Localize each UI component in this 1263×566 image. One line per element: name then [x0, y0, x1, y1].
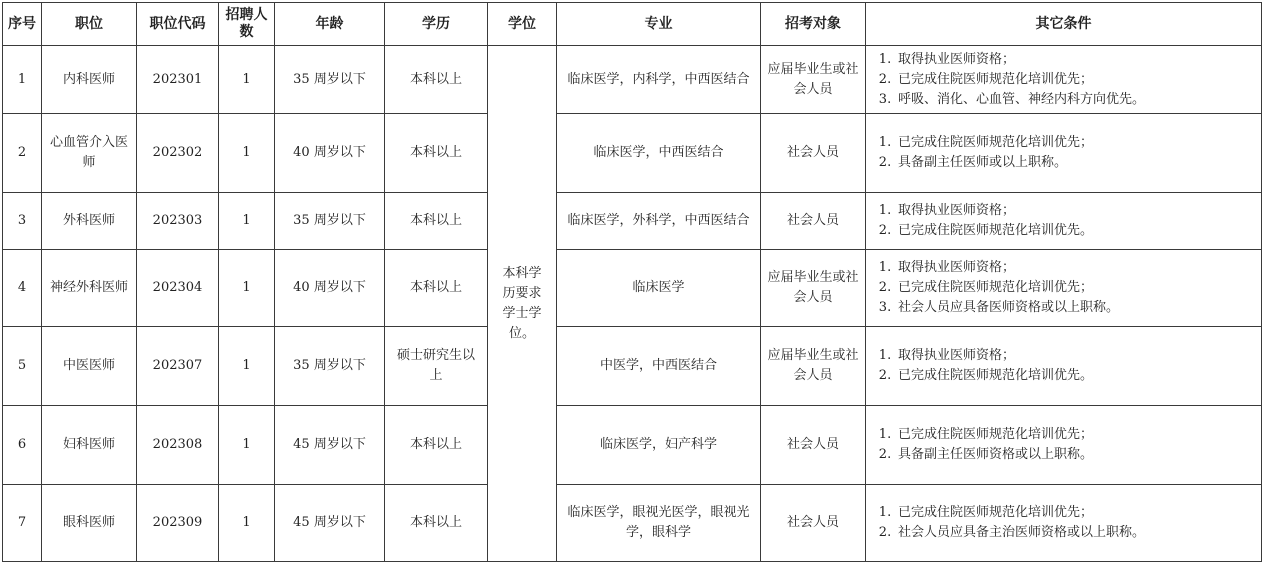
condition-item: [872, 201, 1255, 221]
header-target: 招考对象: [761, 3, 866, 46]
cell-conditions: [866, 406, 1262, 485]
condition-number: 3.: [878, 300, 892, 315]
cell-education: 本科以上: [385, 250, 488, 327]
condition-number: 1.: [878, 260, 892, 275]
cell-position: 眼科医师: [42, 485, 137, 562]
condition-text: 取得执业医师资格；: [898, 203, 1016, 218]
cell-count: 1: [219, 485, 275, 562]
condition-text: 取得执业医师资格；: [898, 348, 1016, 363]
condition-number: 3.: [878, 91, 892, 107]
cell-position: 中医医师: [42, 327, 137, 406]
cell-age: 35 周岁以下: [275, 193, 385, 250]
table-row: [3, 114, 1262, 193]
condition-number: 1.: [878, 348, 892, 363]
cell-seq: 2: [3, 114, 42, 193]
cell-code: 202303: [137, 193, 219, 250]
header-count: 招聘人数: [219, 3, 275, 46]
header-seq: 序号: [3, 3, 42, 46]
cell-position: 外科医师: [42, 193, 137, 250]
condition-item: [872, 503, 1255, 523]
cell-age: 35 周岁以下: [275, 327, 385, 406]
condition-text: 呼吸、消化、心血管、神经内科方向优先。: [898, 91, 1146, 107]
cell-major: 临床医学，妇产科学: [557, 406, 761, 485]
condition-text: 已完成住院医师规范化培训优先。: [898, 368, 1094, 383]
condition-item: [872, 366, 1255, 386]
cell-major: 临床医学，眼视光医学，眼视光学，眼科学: [557, 485, 761, 562]
header-age: 年龄: [275, 3, 385, 46]
condition-text: 具备副主任医师或以上职称。: [898, 155, 1068, 170]
condition-number: 1.: [878, 203, 892, 218]
cell-code: 202307: [137, 327, 219, 406]
condition-item: [872, 425, 1255, 445]
cell-code: 202308: [137, 406, 219, 485]
cell-count: 1: [219, 114, 275, 193]
condition-number: 2.: [878, 525, 892, 540]
condition-number: 2.: [878, 447, 892, 462]
condition-item: [872, 90, 1255, 110]
condition-number: 1.: [878, 51, 892, 67]
cell-seq: 5: [3, 327, 42, 406]
cell-seq: 3: [3, 193, 42, 250]
cell-education: 本科以上: [385, 193, 488, 250]
cell-seq: 4: [3, 250, 42, 327]
condition-item: [872, 153, 1255, 173]
cell-conditions: [866, 250, 1262, 327]
cell-seq: 6: [3, 406, 42, 485]
cell-code: 202309: [137, 485, 219, 562]
cell-position: 神经外科医师: [42, 250, 137, 327]
condition-text: 已完成住院医师规范化培训优先；: [898, 505, 1094, 520]
cell-major: 临床医学，中西医结合: [557, 114, 761, 193]
cell-target: 社会人员: [761, 406, 866, 485]
cell-target: 应届毕业生或社会人员: [761, 327, 866, 406]
cell-target: 应届毕业生或社会人员: [761, 250, 866, 327]
cell-major: 临床医学: [557, 250, 761, 327]
cell-target: 社会人员: [761, 485, 866, 562]
condition-number: 2.: [878, 280, 892, 295]
condition-text: 社会人员应具备医师资格或以上职称。: [898, 300, 1120, 315]
cell-target: 社会人员: [761, 114, 866, 193]
condition-text: 已完成住院医师规范化培训优先；: [898, 71, 1094, 87]
cell-age: 35 周岁以下: [275, 46, 385, 114]
condition-text: 取得执业医师资格；: [898, 51, 1016, 67]
condition-number: 2.: [878, 223, 892, 238]
condition-item: [872, 221, 1255, 241]
cell-conditions: [866, 485, 1262, 562]
cell-target: 应届毕业生或社会人员: [761, 46, 866, 114]
cell-education: 本科以上: [385, 114, 488, 193]
recruitment-table: [2, 2, 1262, 562]
condition-number: 1.: [878, 505, 892, 520]
cell-conditions: [866, 193, 1262, 250]
condition-number: 2.: [878, 368, 892, 383]
cell-degree-merged: 本科学历要求学士学位。: [488, 46, 557, 562]
condition-text: 已完成住院医师规范化培训优先。: [898, 223, 1094, 238]
cell-education: 本科以上: [385, 46, 488, 114]
cell-position: 心血管介入医师: [42, 114, 137, 193]
header-major: 专业: [557, 3, 761, 46]
condition-item: [872, 523, 1255, 543]
cell-position: 妇科医师: [42, 406, 137, 485]
table-row: [3, 250, 1262, 327]
cell-count: 1: [219, 406, 275, 485]
cell-count: 1: [219, 250, 275, 327]
cell-seq: 1: [3, 46, 42, 114]
cell-major: 临床医学，外科学，中西医结合: [557, 193, 761, 250]
header-position: 职位: [42, 3, 137, 46]
cell-education: 硕士研究生以上: [385, 327, 488, 406]
header-degree: 学位: [488, 3, 557, 46]
condition-number: 2.: [878, 71, 892, 87]
cell-conditions: [866, 114, 1262, 193]
condition-text: 已完成住院医师规范化培训优先；: [898, 427, 1094, 442]
cell-conditions: [866, 46, 1262, 114]
header-education: 学历: [385, 3, 488, 46]
condition-text: 已完成住院医师规范化培训优先；: [898, 280, 1094, 295]
cell-age: 45 周岁以下: [275, 485, 385, 562]
table-row: [3, 193, 1262, 250]
cell-position: 内科医师: [42, 46, 137, 114]
cell-age: 40 周岁以下: [275, 114, 385, 193]
condition-item: [872, 445, 1255, 465]
cell-target: 社会人员: [761, 193, 866, 250]
cell-age: 45 周岁以下: [275, 406, 385, 485]
condition-item: [872, 133, 1255, 153]
condition-item: [872, 70, 1255, 90]
table-row: [3, 485, 1262, 562]
condition-text: 具备副主任医师资格或以上职称。: [898, 447, 1094, 462]
condition-text: 已完成住院医师规范化培训优先；: [898, 135, 1094, 150]
cell-code: 202304: [137, 250, 219, 327]
condition-item: [872, 346, 1255, 366]
condition-item: [872, 298, 1255, 318]
condition-item: [872, 278, 1255, 298]
condition-number: 1.: [878, 135, 892, 150]
condition-item: [872, 258, 1255, 278]
condition-text: 取得执业医师资格；: [898, 260, 1016, 275]
condition-number: 1.: [878, 427, 892, 442]
cell-count: 1: [219, 46, 275, 114]
cell-conditions: [866, 327, 1262, 406]
cell-major: 临床医学，内科学，中西医结合: [557, 46, 761, 114]
cell-education: 本科以上: [385, 485, 488, 562]
cell-count: 1: [219, 193, 275, 250]
cell-count: 1: [219, 327, 275, 406]
header-row: [3, 3, 1262, 46]
table-row: [3, 46, 1262, 114]
cell-education: 本科以上: [385, 406, 488, 485]
cell-code: 202302: [137, 114, 219, 193]
header-conditions: 其它条件: [866, 3, 1262, 46]
cell-code: 202301: [137, 46, 219, 114]
table-row: [3, 406, 1262, 485]
condition-text: 社会人员应具备主治医师资格或以上职称。: [898, 525, 1146, 540]
table-row: [3, 327, 1262, 406]
header-code: 职位代码: [137, 3, 219, 46]
cell-major: 中医学，中西医结合: [557, 327, 761, 406]
cell-seq: 7: [3, 485, 42, 562]
condition-item: [872, 50, 1255, 70]
condition-number: 2.: [878, 155, 892, 170]
cell-age: 40 周岁以下: [275, 250, 385, 327]
